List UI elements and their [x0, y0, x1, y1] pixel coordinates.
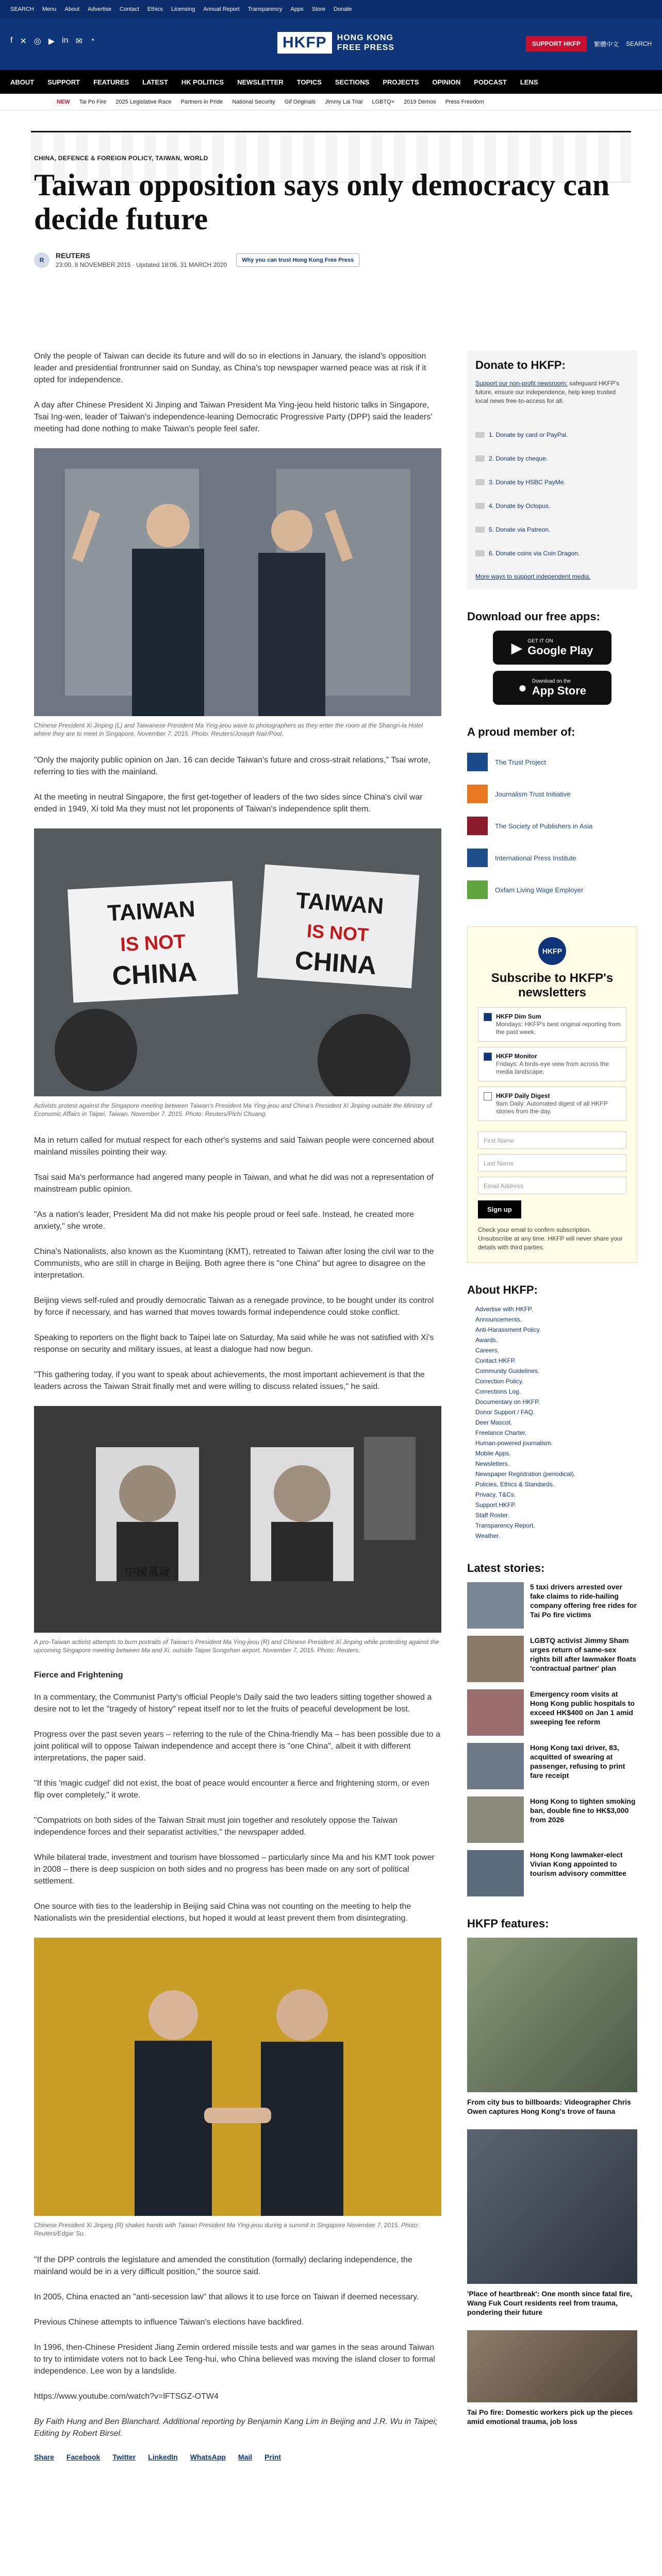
share-whatsapp-button[interactable]: WhatsApp — [190, 2453, 226, 2461]
latest-title: Latest stories: — [467, 1562, 545, 1574]
newsletter-checkbox-dimsum[interactable]: HKFP Dim Sum Mondays: HKFP's best original reporting from the past week. — [478, 1007, 626, 1042]
trending-item[interactable]: Jimmy Lai Trial — [325, 98, 363, 105]
article-header — [34, 155, 637, 268]
youtube-icon[interactable]: ▶ — [48, 37, 55, 46]
feature-title[interactable]: Tai Po fire: Domestic workers pick up the pieces amid emotional trauma, job loss — [467, 2408, 633, 2426]
paragraph: In 2005, China enacted an "anti-secession law" that allows it to use force on Taiwan if deemed necessary. — [34, 2293, 419, 2301]
sign-text: IS NOT — [120, 930, 187, 956]
logo-mark: HKFP — [277, 32, 332, 54]
contact-link[interactable]: Contact — [119, 6, 139, 12]
paragraph: "Only the majority public opinion on Jan. 16 can decide Taiwan's future and cross-strait relations," Tsai wrote, referring to ties with the mainland. — [34, 756, 431, 776]
about-link[interactable]: Policies, Ethics & Standards. — [475, 1481, 555, 1488]
figure-caption: Activists protest against the Singapore meeting between Taiwan's President Ma Ying-jeou and China's President Xi Jinping outside the Ministry of Economic Affairs in Taipei, Taiwan, November 7, 2015. Photo: Reuters/Pichi Chuang. — [34, 1102, 432, 1117]
paragraph: One source with ties to the leadership in Beijing said China was not counting on the meeting to help the Nationalists win the presidential elections, but hoped it would at least prevent them from disintegrating. — [34, 1902, 411, 1923]
nav-support[interactable]: SUPPORT — [47, 78, 80, 86]
about-title: About HKFP: — [467, 1283, 538, 1296]
newsletter-checkbox-monitor[interactable]: HKFP Monitor Fridays: A birds-eye view from across the media landscape. — [478, 1047, 626, 1081]
photo-illustration — [34, 1938, 441, 2216]
about-link[interactable]: Newsletters. — [475, 1460, 510, 1467]
linkedin-icon[interactable]: in — [62, 36, 69, 45]
app-store-badge[interactable]: ● Download on the App Store — [493, 671, 611, 705]
share-print-button[interactable]: Print — [264, 2453, 282, 2461]
logo-line1: HONG KONG — [337, 33, 394, 42]
share-label: Share — [34, 2453, 54, 2461]
share-facebook-button[interactable]: Facebook — [66, 2453, 101, 2461]
ethics-link[interactable]: Ethics — [147, 6, 163, 12]
about-link[interactable]: Privacy, T&Cs. — [475, 1491, 516, 1498]
main-nav — [0, 70, 662, 94]
paragraph: "As a nation's leader, President Ma did not make his people proud or feel safe. Instead, he created more anxiety," she wrote. — [34, 1210, 415, 1231]
paragraph: Speaking to reporters on the flight back to Taipei late on Saturday, Ma said while he was not satisfied with Xi's response on security and military issues, at least a dialogue had now begun. — [34, 1333, 434, 1354]
figure-caption: A pro-Taiwan activist attempts to burn portraits of Taiwan's President Ma Ying-jeou (R) and Chinese President Xi Jinping while protesting against the upcoming Singapore meeting between Ma and Xi, outside Taipei Songshan airport, November 7, 2015. Photo: Reuters. — [34, 1638, 439, 1654]
article-body — [34, 350, 441, 2461]
share-bar — [34, 2453, 441, 2461]
donate-option[interactable]: 1. Donate by card or PayPal. — [475, 431, 629, 438]
member-logo[interactable]: International Press Institute — [467, 842, 637, 874]
store-link[interactable]: Store — [311, 6, 325, 12]
donate-link[interactable]: Support our non-profit newsroom: — [475, 380, 568, 387]
subheading: Fierce and Frightening — [34, 1671, 123, 1680]
facebook-icon[interactable]: f — [10, 36, 13, 45]
first-name-input[interactable]: First Name — [478, 1131, 626, 1149]
nav-lens[interactable]: LENS — [520, 78, 538, 86]
more-ways-link[interactable]: More ways to support independent media. — [475, 573, 591, 580]
nav-newsletter[interactable]: NEWSLETTER — [237, 78, 284, 86]
nav-projects[interactable]: PROJECTS — [383, 78, 419, 86]
about-link[interactable]: Staff Roster. — [475, 1512, 509, 1519]
nav-about[interactable]: ABOUT — [10, 78, 35, 86]
about-link[interactable]: Community Guidelines. — [475, 1367, 540, 1375]
photo-leaders-wave — [34, 448, 441, 716]
licensing-link[interactable]: Licensing — [171, 6, 195, 12]
trending-item[interactable]: National Security — [232, 98, 275, 105]
trending-item[interactable]: 2025 Legislative Race — [115, 98, 172, 105]
paragraph: In 1996, then-Chinese President Jiang Zemin ordered missile tests and war games in the seas around Taiwan to try to intimidate voters not to back Lee Teng-hui, who China believed was moving the island closer to formal independence. Lee won by a landslide. — [34, 2343, 435, 2376]
language-link[interactable]: 繁體中文 — [593, 40, 619, 48]
feature-title[interactable]: From city bus to billboards: Videographer Chris Owen captures Hong Kong's trove of fauna — [467, 2098, 631, 2115]
newsletter-note: Check your email to confirm subscription. Unsubscribe at any time. HKFP will never share your details with third parties. — [478, 1226, 623, 1251]
trending-item[interactable]: Gif Originals — [284, 98, 316, 105]
nav-latest[interactable]: LATEST — [142, 78, 168, 86]
feature-image[interactable] — [467, 1938, 637, 2092]
article-categories[interactable]: CHINA, DEFENCE & FOREIGN POLICY, TAIWAN, WORLD — [34, 155, 208, 162]
share-mail-button[interactable]: Mail — [238, 2453, 253, 2461]
play-icon: ▶ — [511, 639, 523, 656]
nav-opinion[interactable]: OPINION — [432, 78, 461, 86]
about-link[interactable]: Documentary on HKFP. — [475, 1398, 540, 1405]
about-link[interactable]: Announcements. — [475, 1316, 522, 1323]
donate-title: Donate to HKFP: — [475, 359, 566, 371]
paragraph: Beijing views self-ruled and proudly democratic Taiwan as a renegade province, to be bought under its control by force if necessary, and has warned that moves towards formal independence could stoke conflict. — [34, 1296, 434, 1317]
byline — [34, 251, 637, 268]
trending-item[interactable]: Press Freedom — [445, 98, 484, 105]
paragraph: Only the people of Taiwan can decide its future and will do so in elections in January, the island's opposition leader and presidential frontrunner said on Sunday, as China's top newspaper warned peace was at risk if it opted for independence. — [34, 352, 426, 384]
poster-text: 中國萬歲 — [124, 1566, 171, 1579]
search-link[interactable]: SEARCH — [10, 6, 34, 12]
about-link[interactable]: Mobile Apps. — [475, 1450, 511, 1457]
nav-podcast[interactable]: PODCAST — [474, 78, 507, 86]
nav-features[interactable]: FEATURES — [93, 78, 129, 86]
apple-icon: ● — [518, 680, 527, 696]
photo-illustration — [34, 828, 441, 1096]
trust-badge[interactable]: Why you can trust Hong Kong Free Press — [236, 253, 359, 267]
about-link[interactable]: Human-powered journalism. — [475, 1439, 553, 1447]
share-twitter-button[interactable]: Twitter — [112, 2453, 136, 2461]
paragraph: Tsai said Ma's performance had angered many people in Taiwan, and what he did was not a representation of mainstream public opinion. — [34, 1173, 434, 1194]
about-link[interactable]: Transparency Report. — [475, 1522, 535, 1529]
site-header — [0, 19, 662, 70]
figure-1 — [34, 448, 441, 738]
google-play-badge[interactable]: ▶ GET IT ON Google Play — [493, 631, 611, 665]
paragraph: "Compatriots on both sides of the Taiwan Strait must join together and resolutely oppose the Taiwan independence forces and their separatist activities," the newspaper added. — [34, 1816, 398, 1837]
about-link[interactable]: Support HKFP. — [475, 1501, 517, 1509]
latest-story[interactable]: Hong Kong lawmaker-elect Vivian Kong appointed to tourism advisory committee — [467, 1850, 637, 1896]
publish-date: 23:00, 8 NOVEMBER 2015 · Updated 18:06, 31 MARCH 2020 — [56, 261, 227, 268]
social-icons — [10, 36, 95, 46]
photo-illustration — [34, 448, 441, 716]
newsletter-title: Subscribe to HKFP's newsletters — [491, 971, 614, 999]
donate-option[interactable]: 3. Donate by HSBC PayMe. — [475, 479, 629, 486]
sign-text: CHINA — [294, 945, 377, 980]
figure-caption: Chinese President Xi Jinping (L) and Taiwanese President Ma Ying-jeou wave to photographers as they enter the room at the Shangri-la Hotel where they are to meet in Singapore, November 7, 2015. Photo: Reuters/Joseph Nair/Pool. — [34, 722, 423, 737]
donate-option[interactable]: 5. Donate via Patreon. — [475, 526, 629, 533]
paragraph: "If this 'magic cudgel' did not exist, the boat of peace would encounter a fierce and frightening storm, or even flip over completely," it wrote. — [34, 1779, 429, 1800]
member-title: A proud member of: — [467, 725, 575, 738]
newsletter-box — [467, 926, 637, 1263]
email-input[interactable]: Email Address — [478, 1177, 626, 1194]
donate-option[interactable]: 6. Donate coins via Coin Dragon. — [475, 550, 629, 557]
paragraph: Ma in return called for mutual respect for each other's systems and said Taiwan people were concerned about mainland missiles pointing their way. — [34, 1136, 434, 1157]
about-link[interactable]: Anti-Harassment Policy. — [475, 1326, 541, 1333]
paragraph: Progress over the past seven years – referring to the rule of the China-friendly Ma – has been possible due to a joint political will to oppose Taiwan independence and accept there is "one China", albeit it with different interpretations, the paper said. — [34, 1730, 440, 1762]
photo-illustration — [34, 1406, 441, 1633]
nav-sections[interactable]: SECTIONS — [335, 78, 370, 86]
newsletter-checkbox-digest[interactable]: HKFP Daily Digest 9am Daily: Automated digest of all HKFP stories from the day. — [478, 1087, 626, 1121]
nav-topics[interactable]: TOPICS — [296, 78, 322, 86]
photo-handshake — [34, 1938, 441, 2216]
paragraph: Previous Chinese attempts to influence Taiwan's elections have backfired. — [34, 2318, 304, 2327]
mail-icon[interactable]: ✉ — [75, 37, 82, 46]
apps-link[interactable]: Apps — [290, 6, 304, 12]
feature-title[interactable]: 'Place of heartbreak': One month since fatal fire, Wang Fuk Court residents reel from trauma, pondering their future — [467, 2290, 633, 2316]
paragraph: China's Nationalists, also known as the Kuomintang (KMT), retreated to Taiwan after losing the civil war to the Communists, who are still in charge in Beijing. Both agree there is "one China" but agree to disagree on the interpretation. — [34, 1247, 434, 1280]
figure-4 — [34, 1938, 441, 2238]
sign-text: TAIWAN — [295, 888, 385, 919]
paragraph: "If the DPP controls the legislature and amended the constitution (formally) declaring independence, the mainland would be in a very difficult position," the source said. — [34, 2256, 412, 2276]
support-hkfp-button[interactable]: SUPPORT HKFP — [526, 36, 587, 52]
paragraph: While bilateral trade, investment and tourism have blossomed – particularly since Ma and his KMT took power in 2008 – there is deep suspicion on both sides and no progress has been made on any sort of political settlement. — [34, 1853, 435, 1886]
latest-story[interactable]: LGBTQ activist Jimmy Sham urges return of same-sex rights bill after lawmaker floats 'contractual partner' plan — [467, 1636, 637, 1682]
about-list — [467, 1304, 637, 1541]
donate-link[interactable]: Donate — [333, 6, 352, 12]
instagram-icon[interactable]: ◎ — [34, 37, 41, 46]
apps-title: Download our free apps: — [467, 610, 600, 623]
about-link[interactable]: Awards. — [475, 1336, 498, 1344]
about-link[interactable]: Corrections Log. — [475, 1388, 521, 1395]
about-link[interactable]: Weather. — [475, 1532, 500, 1539]
trending-item[interactable]: Tai Po Fire — [79, 98, 107, 105]
figure-2 — [34, 828, 441, 1118]
sign-text: IS NOT — [306, 920, 370, 946]
donate-option[interactable]: 4. Donate by Octopus. — [475, 502, 629, 510]
twitter-icon[interactable]: ✕ — [20, 37, 27, 46]
feature-image[interactable] — [467, 2330, 637, 2402]
paragraph: "This gathering today, if you want to speak about achievements, the most important achievement is that the leaders across the Taiwan Strait finally met and were willing to discuss related issues," he said. — [34, 1370, 425, 1391]
logo-line2: FREE PRESS — [337, 43, 395, 52]
latest-story[interactable]: Emergency room visits at Hong Kong public hospitals to exceed HK$400 on Jan 1 amid sweeping fee reform — [467, 1689, 637, 1736]
figure-3 — [34, 1406, 441, 1654]
share-linkedin-button[interactable]: LinkedIn — [148, 2453, 178, 2461]
paragraph: In a commentary, the Communist Party's official People's Daily said the two leaders sitting together showed a desire not to let the "tragedy of history" repeat itself nor to let the fruits of peaceful development be lost. — [34, 1693, 432, 1714]
about-link[interactable]: Advertise with HKFP. — [475, 1306, 533, 1313]
author-name[interactable]: REUTERS — [56, 251, 90, 260]
about-link[interactable]: Correction Policy. — [475, 1378, 524, 1385]
photo-protest-signs — [34, 828, 441, 1096]
menu-link[interactable]: Menu — [42, 6, 57, 12]
figure-caption: Chinese President Xi Jinping (R) shakes hands with Taiwan President Ma Ying-jeou during a summit in Singapore November 7, 2015. Photo: Reuters/Edgar Su. — [34, 2222, 419, 2237]
annual-report-link[interactable]: Annual Report — [203, 6, 240, 12]
about-link[interactable]: Careers. — [475, 1347, 500, 1354]
paragraph: A day after Chinese President Xi Jinping and Taiwan President Ma Ying-jeou held historic talks in Singapore, Tsai Ing-wen, leader of Taiwan's independence-leaning Democratic Progressive Party (DPP) said the leaders' meeting had done nothing to make Taiwan's people feel safer. — [34, 401, 433, 433]
sign-text: TAIWAN — [107, 896, 196, 926]
donate-option[interactable]: 2. Donate by cheque. — [475, 455, 629, 462]
author-avatar: R — [34, 252, 49, 268]
member-logo[interactable]: Oxfam Living Wage Employer — [467, 874, 637, 906]
latest-story[interactable]: 5 taxi drivers arrested over fake claims to ride-hailing company offering free rides for Tai Po fire victims — [467, 1582, 637, 1629]
about-link[interactable]: Deer Mascot. — [475, 1419, 512, 1426]
member-logo[interactable]: The Trust Project — [467, 746, 637, 778]
trending-label: NEW — [57, 98, 70, 105]
paragraph: At the meeting in neutral Singapore, the first get-together of leaders of the two sides since China's civil war ended in 1949, Xi told Ma they must not let proponents of Taiwan's independence split them. — [34, 793, 423, 814]
header-search-link[interactable]: SEARCH — [625, 40, 652, 47]
about-link[interactable]: Newspaper Registration (periodical). — [475, 1470, 576, 1478]
features-title: HKFP features: — [467, 1917, 549, 1930]
top-utility-bar — [0, 0, 662, 19]
trending-bar — [0, 94, 662, 110]
about-link[interactable]: Donor Support / FAQ. — [475, 1409, 535, 1416]
nav-hk-politics[interactable]: HK POLITICS — [181, 78, 224, 86]
member-logo[interactable]: Journalism Trust Initiative — [467, 778, 637, 810]
about-link[interactable]: Freelance Charter. — [475, 1429, 527, 1436]
transparency-link[interactable]: Transparency — [247, 6, 283, 12]
member-logo[interactable]: The Society of Publishers in Asia — [467, 810, 637, 842]
photo-portraits — [34, 1406, 441, 1633]
signup-button[interactable]: Sign up — [478, 1200, 521, 1218]
about-link[interactable]: About — [64, 6, 80, 12]
last-name-input[interactable]: Last Name — [478, 1154, 626, 1172]
about-link[interactable]: Contact HKFP. — [475, 1357, 516, 1364]
article-title: Taiwan opposition says only democracy can decide future — [34, 168, 610, 236]
newsletter-badge: HKFP — [538, 937, 566, 965]
trending-item[interactable]: LGBTQ+ — [372, 98, 395, 105]
site-logo[interactable] — [277, 32, 394, 54]
advertise-link[interactable]: Advertise — [88, 6, 111, 12]
rss-icon[interactable]: ◔ — [90, 36, 95, 45]
video-link[interactable]: https://www.youtube.com/watch?v=lFTSGZ-OTW4 — [34, 2392, 219, 2401]
latest-story[interactable]: Hong Kong taxi driver, 83, acquitted of swearing at passenger, refusing to print fare receipt — [467, 1743, 637, 1789]
donate-text: safeguard HKFP's future, ensure our independence, help keep trusted local news free-to-access for all. — [475, 380, 620, 404]
feature-image[interactable] — [467, 2129, 637, 2284]
sign-text: CHINA — [111, 957, 198, 992]
credit-line: By Faith Hung and Ben Blanchard. Additional reporting by Benjamin Kang Lim in Beijing and J.R. Wu in Taipei; Editing by Robert Birsel. — [34, 2417, 438, 2438]
latest-story[interactable]: Hong Kong to tighten smoking ban, double fine to HK$3,000 from 2026 — [467, 1797, 637, 1843]
donate-box — [467, 350, 637, 589]
trending-item[interactable]: Partners in Pride — [180, 98, 223, 105]
trending-item[interactable]: 2019 Demos — [404, 98, 436, 105]
sidebar — [467, 350, 637, 2439]
